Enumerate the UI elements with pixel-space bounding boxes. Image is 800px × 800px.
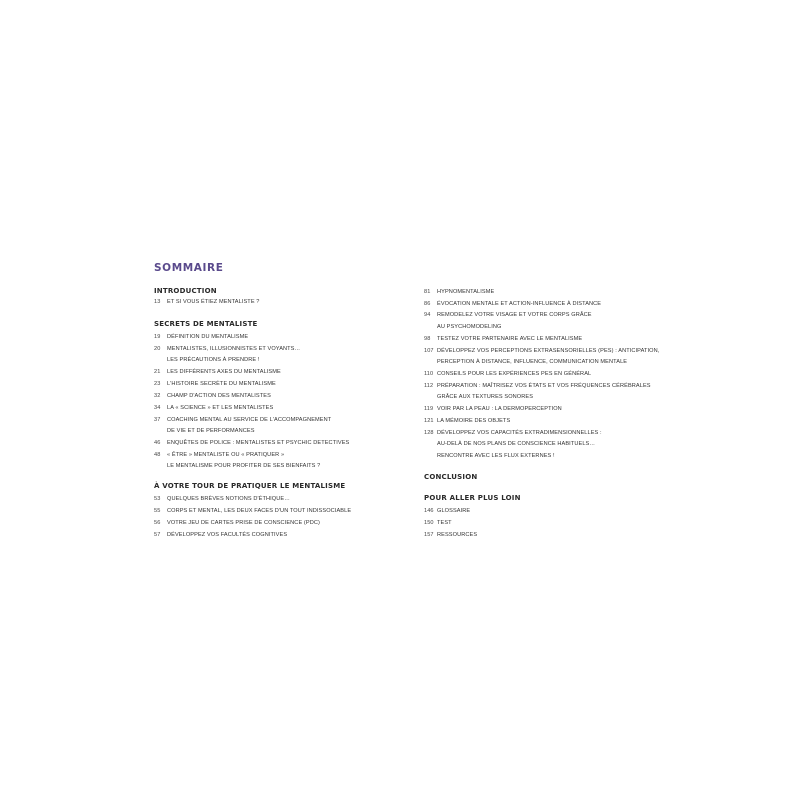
toc-entry-title: LA MÉMOIRE DES OBJETS [437,418,511,424]
toc-page-number: 19 [154,334,161,340]
toc-page-number: 56 [154,520,161,526]
toc-entry-continuation [424,322,684,332]
toc-entry-continuation [154,461,414,471]
toc-page-number: 98 [424,336,431,342]
toc-entry-title: ET SI VOUS ÉTIEZ MENTALISTE ? [167,299,260,305]
toc-entry-title: PRÉPARATION : MAÎTRISEZ VOS ÉTATS ET VOS FRÉQUENCES CÉRÉBRALES [437,383,651,389]
toc-entry-title: TESTEZ VOTRE PARTENAIRE AVEC LE MENTALISME [437,336,583,342]
toc-page-number: 157 [424,532,434,538]
toc-entry-title: CONSEILS POUR LES EXPÉRIENCES PES EN GÉNÉRAL [437,371,592,377]
toc-entry-continuation [424,439,684,449]
toc-entry-title: « ÊTRE » MENTALISTE OU « PRATIQUER » [167,452,285,458]
toc-page-number: 119 [424,406,434,412]
toc-entry-title: LES PRÉCAUTIONS À PRENDRE ! [167,357,260,363]
toc-entry-title: LES DIFFÉRENTS AXES DU MENTALISME [167,369,281,375]
toc-page-number: 32 [154,393,161,399]
toc-entry[interactable] [154,415,414,425]
toc-page-number: 48 [154,452,161,458]
toc-entry-title: ÉVOCATION MENTALE ET ACTION-INFLUENCE À DISTANCE [437,301,602,307]
toc-entry-continuation [424,392,684,402]
section-heading-conclusion[interactable]: CONCLUSION [424,473,478,481]
toc-entry-title: REMODELEZ VOTRE VISAGE ET VOTRE CORPS GRÂCE [437,312,592,318]
toc-page-number: 128 [424,430,434,436]
toc-entry-title: TEST [437,520,452,526]
toc-page-number: 150 [424,520,434,526]
section-heading-introduction: INTRODUCTION [154,287,217,295]
page-title: SOMMAIRE [154,262,224,274]
toc-entry-continuation [154,426,414,436]
toc-entry[interactable] [154,518,414,528]
toc-entry-title: LA « SCIENCE » ET LES MENTALISTES [167,405,274,411]
toc-entry-title: DE VIE ET DE PERFORMANCES [167,428,255,434]
toc-entry[interactable] [424,310,684,320]
toc-entry[interactable] [154,530,414,540]
toc-page-number: 146 [424,508,434,514]
toc-entry[interactable] [154,506,414,516]
toc-entry-title: DÉVELOPPEZ VOS FACULTÉS COGNITIVES [167,532,288,538]
toc-entry-continuation [424,357,684,367]
toc-entry[interactable] [424,299,684,309]
toc-entry-title: MENTALISTES, ILLUSIONNISTES ET VOYANTS… [167,346,301,352]
toc-entry[interactable] [424,287,684,297]
toc-entry-title: AU PSYCHOMODELING [437,324,502,330]
toc-entry-title: PERCEPTION À DISTANCE, INFLUENCE, COMMUNICATION MENTALE [437,359,628,365]
toc-entry-title: CORPS ET MENTAL, LES DEUX FACES D'UN TOUT INDISSOCIABLE [167,508,352,514]
toc-entry-title: GLOSSAIRE [437,508,471,514]
toc-entry[interactable] [424,518,684,528]
toc-page-number: 94 [424,312,431,318]
toc-entry[interactable] [154,403,414,413]
toc-entry[interactable] [424,334,684,344]
toc-entry-title: HYPNOMENTALISME [437,289,495,295]
toc-page-number: 20 [154,346,161,352]
toc-page-number: 81 [424,289,431,295]
toc-entry[interactable] [424,506,684,516]
toc-entry[interactable] [424,346,684,356]
toc-entry[interactable] [424,404,684,414]
section-heading-secrets: SECRETS DE MENTALISTE [154,320,258,328]
toc-entry-title: QUELQUES BRÈVES NOTIONS D'ÉTHIQUE… [167,496,290,502]
toc-page-number: 46 [154,440,161,446]
toc-page-number: 107 [424,348,434,354]
section-heading-pratiquer: À VOTRE TOUR DE PRATIQUER LE MENTALISME [154,482,346,490]
toc-entry-title: VOIR PAR LA PEAU : LA DERMOPERCEPTION [437,406,562,412]
toc-entry[interactable] [154,450,414,460]
toc-page-number: 86 [424,301,431,307]
toc-entry-title: LE MENTALISME POUR PROFITER DE SES BIENFAITS ? [167,463,321,469]
toc-page-number: 55 [154,508,161,514]
section-heading-pour-aller-plus-loin: POUR ALLER PLUS LOIN [424,494,521,502]
toc-entry[interactable] [154,367,414,377]
toc-page-number: 21 [154,369,161,375]
toc-entry-title: AU-DELÀ DE NOS PLANS DE CONSCIENCE HABITUELS… [437,441,596,447]
toc-entry-continuation [154,355,414,365]
toc-page-number: 57 [154,532,161,538]
toc-entry[interactable] [154,494,414,504]
toc-entry[interactable] [154,332,414,342]
toc-entry-title: DÉFINITION DU MENTALISME [167,334,249,340]
toc-entry[interactable] [154,379,414,389]
toc-entry-title: GRÂCE AUX TEXTURES SONORES [437,394,534,400]
toc-entry-title: ENQUÊTES DE POLICE : MENTALISTES ET PSYCHIC DETECTIVES [167,440,350,446]
toc-page-number: 110 [424,371,434,377]
toc-entry-continuation [424,451,684,461]
toc-page-number: 121 [424,418,434,424]
toc-entry[interactable] [154,438,414,448]
toc-entry-title: L'HISTOIRE SECRÈTE DU MENTALISME [167,381,276,387]
toc-entry[interactable] [154,297,414,307]
toc-entry-title: RESSOURCES [437,532,478,538]
toc-entry[interactable] [424,530,684,540]
toc-entry[interactable] [424,416,684,426]
toc-page-number: 34 [154,405,161,411]
toc-entry-title: VOTRE JEU DE CARTES PRISE DE CONSCIENCE (PDC) [167,520,320,526]
toc-entry[interactable] [424,369,684,379]
toc-page-number: 23 [154,381,161,387]
toc-page-number: 13 [154,299,161,305]
toc-entry[interactable] [154,344,414,354]
toc-entry[interactable] [424,428,684,438]
toc-entry[interactable] [154,391,414,401]
toc-entry-title: COACHING MENTAL AU SERVICE DE L'ACCOMPAGNEMENT [167,417,332,423]
toc-entry-title: CHAMP D'ACTION DES MENTALISTES [167,393,271,399]
toc-page-number: 53 [154,496,161,502]
toc-entry-title: DÉVELOPPEZ VOS CAPACITÉS EXTRADIMENSIONNELLES : [437,430,602,436]
toc-page-number: 112 [424,383,434,389]
toc-entry[interactable] [424,381,684,391]
toc-page-number: 37 [154,417,161,423]
toc-entry-title: DÉVELOPPEZ VOS PERCEPTIONS EXTRASENSORIELLES (PES) : ANTICIPATION, [437,348,660,354]
toc-entry-title: RENCONTRE AVEC LES FLUX EXTERNES ! [437,453,555,459]
